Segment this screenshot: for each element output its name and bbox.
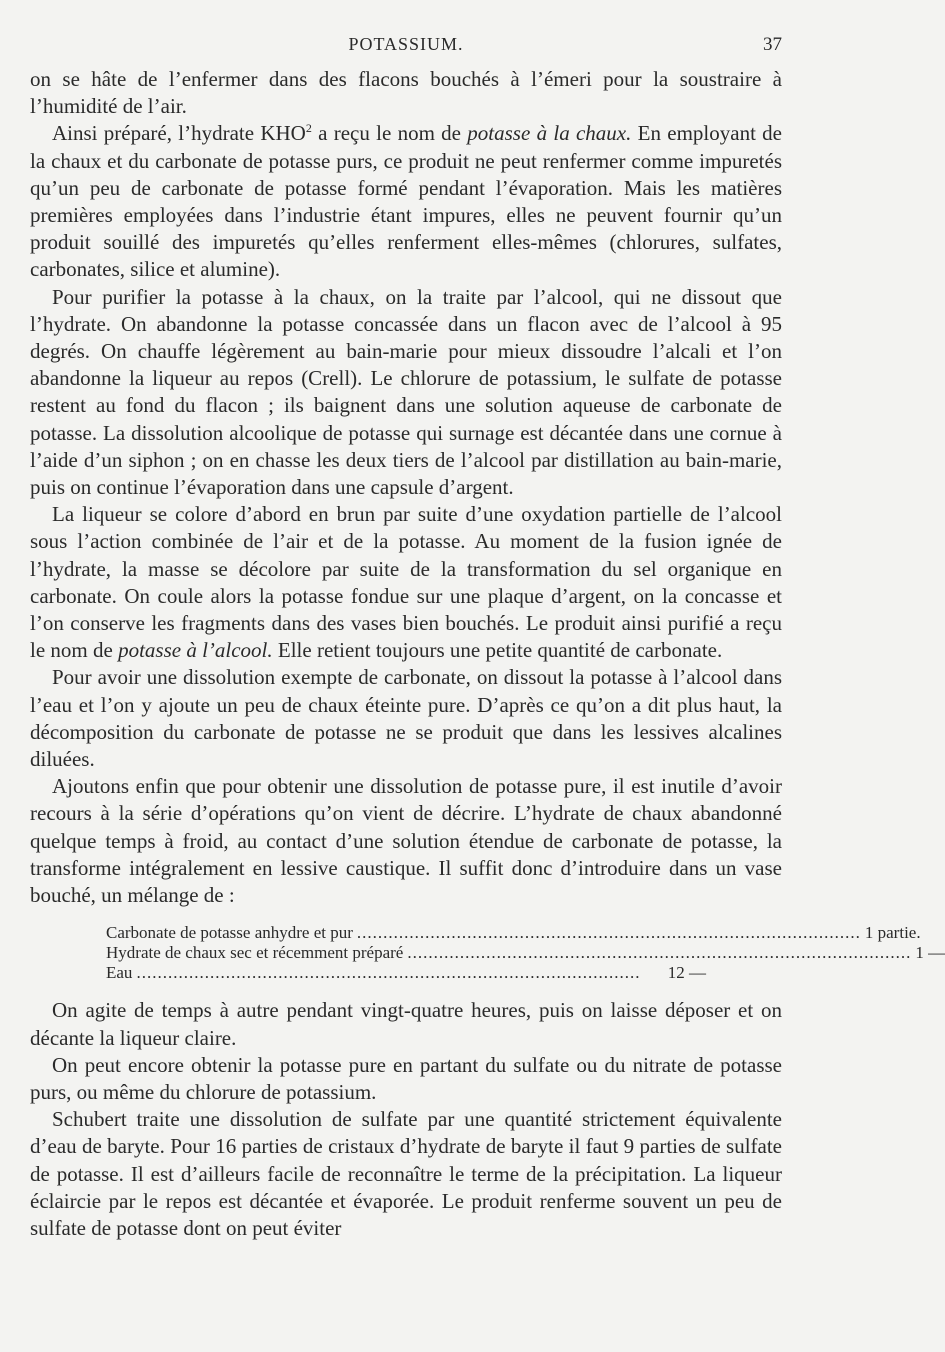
- term-potasse-a-l-alcool: potasse à l’alcool.: [118, 638, 273, 663]
- term-potasse-a-la-chaux: potasse à la chaux.: [467, 121, 632, 146]
- paragraph-4-text-a: La liqueur se colore d’abord en brun par suite d’une oxydation partielle de l’alcool sous l’action combinée de l’air et de la potasse. Au moment de la fusion ignée de l’hydrate, la masse se décolore par suite de la transformation du sel organique en carbonate. On coule alors la potasse fondue sur une plaque d’argent, on la concasse et l’on conserve les fragments dans des vases bien bouchés. Le produit ainsi purifié a reçu le nom de: [30, 502, 782, 663]
- paragraph-5: Pour avoir une dissolution exempte de carbonate, on dissout la potasse à l’alcool dans l’eau et l’on y ajoute un peu de chaux éteinte pure. D’après ce qu’on a dit plus haut, la décomposition du carbonate de potasse ne se produit que dans les lessives alcalines diluées.: [30, 665, 782, 772]
- page-number: 37: [763, 34, 782, 55]
- formula-subscript: 2: [305, 121, 312, 136]
- recipe-row: [106, 923, 921, 943]
- paragraph-1: on se hâte de l’enfermer dans des flacons bouchés à l’émeri pour la soustraire à l’humidité de l’air.: [30, 67, 782, 119]
- leader-dots: ................................................................................................: [407, 943, 912, 963]
- paragraph-3: Pour purifier la potasse à la chaux, on la traite par l’alcool, qui ne dissout que l’hydrate. On abandonne la potasse concassée dans un flacon avec de l’alcool à 95 degrés. On chauffe légèrement au bain-marie pour mieux dissoudre l’alcali et l’on abandonne la liqueur au repos (Crell). Le chlorure de potassium, le sulfate de potasse restent au fond du flacon ; ils baignent dans une solution aqueuse de carbonate de potasse. La dissolution alcoolique de potasse qui surnage est décantée dans une cornue à l’aide d’un siphon ; on en chasse les deux tiers de l’alcool par distillation au bain-marie, puis on continue l’évaporation dans une capsule d’argent.: [30, 284, 782, 500]
- recipe-quantity: 1 partie.: [864, 923, 921, 943]
- leader-dots: ................................................................................................: [136, 963, 641, 983]
- recipe-quantity: 1 —: [915, 943, 945, 963]
- recipe-quantity: 12 —: [667, 963, 706, 983]
- paragraph-2: [30, 120, 782, 283]
- paragraph-7: On agite de temps à autre pendant vingt-quatre heures, puis on laisse déposer et on décante la liqueur claire.: [30, 998, 782, 1050]
- paragraph-2-text-b: a reçu le nom de: [311, 121, 468, 146]
- paragraph-8: On peut encore obtenir la potasse pure en partant du sulfate ou du nitrate de potasse purs, ou même du chlorure de potassium.: [30, 1052, 782, 1104]
- book-page: [30, 30, 945, 1242]
- paragraph-6: Ajoutons enfin que pour obtenir une dissolution de potasse pure, il est inutile d’avoir recours à la série d’opérations qu’on vient de décrire. L’hydrate de chaux abandonné quelque temps à froid, au contact d’une solution étendue de carbonate de potasse, la transforme intégralement en lessive caustique. Il suffit donc d’introduire dans un vase bouché, un mélange de :: [30, 774, 782, 908]
- paragraph-4: [30, 501, 782, 664]
- paragraph-2-text-a: Ainsi préparé, l’hydrate KHO: [52, 121, 306, 146]
- recipe-table: [106, 923, 945, 983]
- recipe-ingredient: Carbonate de potasse anhydre et pur: [106, 923, 353, 943]
- paragraph-9: Schubert traite une dissolution de sulfate par une quantité strictement équivalente d’eau de baryte. Pour 16 parties de cristaux d’hydrate de baryte il faut 9 parties de sulfate de potasse. Il est d’ailleurs facile de reconnaître le terme de la précipitation. La liqueur éclaircie par le repos est décantée et évaporée. Le produit renferme souvent un peu de sulfate de potasse dont on peut éviter: [30, 1107, 782, 1240]
- paragraph-4-text-b: Elle retient toujours une petite quantité de carbonate.: [272, 638, 723, 663]
- recipe-ingredient: Hydrate de chaux sec et récemment préparé: [106, 943, 404, 963]
- recipe-row: [106, 943, 945, 963]
- recipe-row: [106, 963, 706, 983]
- recipe-ingredient: Eau: [106, 963, 133, 983]
- running-title: POTASSIUM.: [348, 34, 464, 54]
- leader-dots: ................................................................................................: [356, 923, 861, 943]
- paragraph-2-text-c: En employant de la chaux et du carbonate de potasse purs, ce produit ne peut renfermer comme impuretés qu’un peu de carbonate de potasse formé pendant l’évaporation. Mais les matières premières employées dans l’industrie étant impures, elles ne peuvent fournir qu’un produit souillé des impuretés qu’elles renferment elles-mêmes (chlorures, sulfates, carbonates, silice et alumine).: [30, 121, 783, 282]
- running-header: [30, 30, 782, 66]
